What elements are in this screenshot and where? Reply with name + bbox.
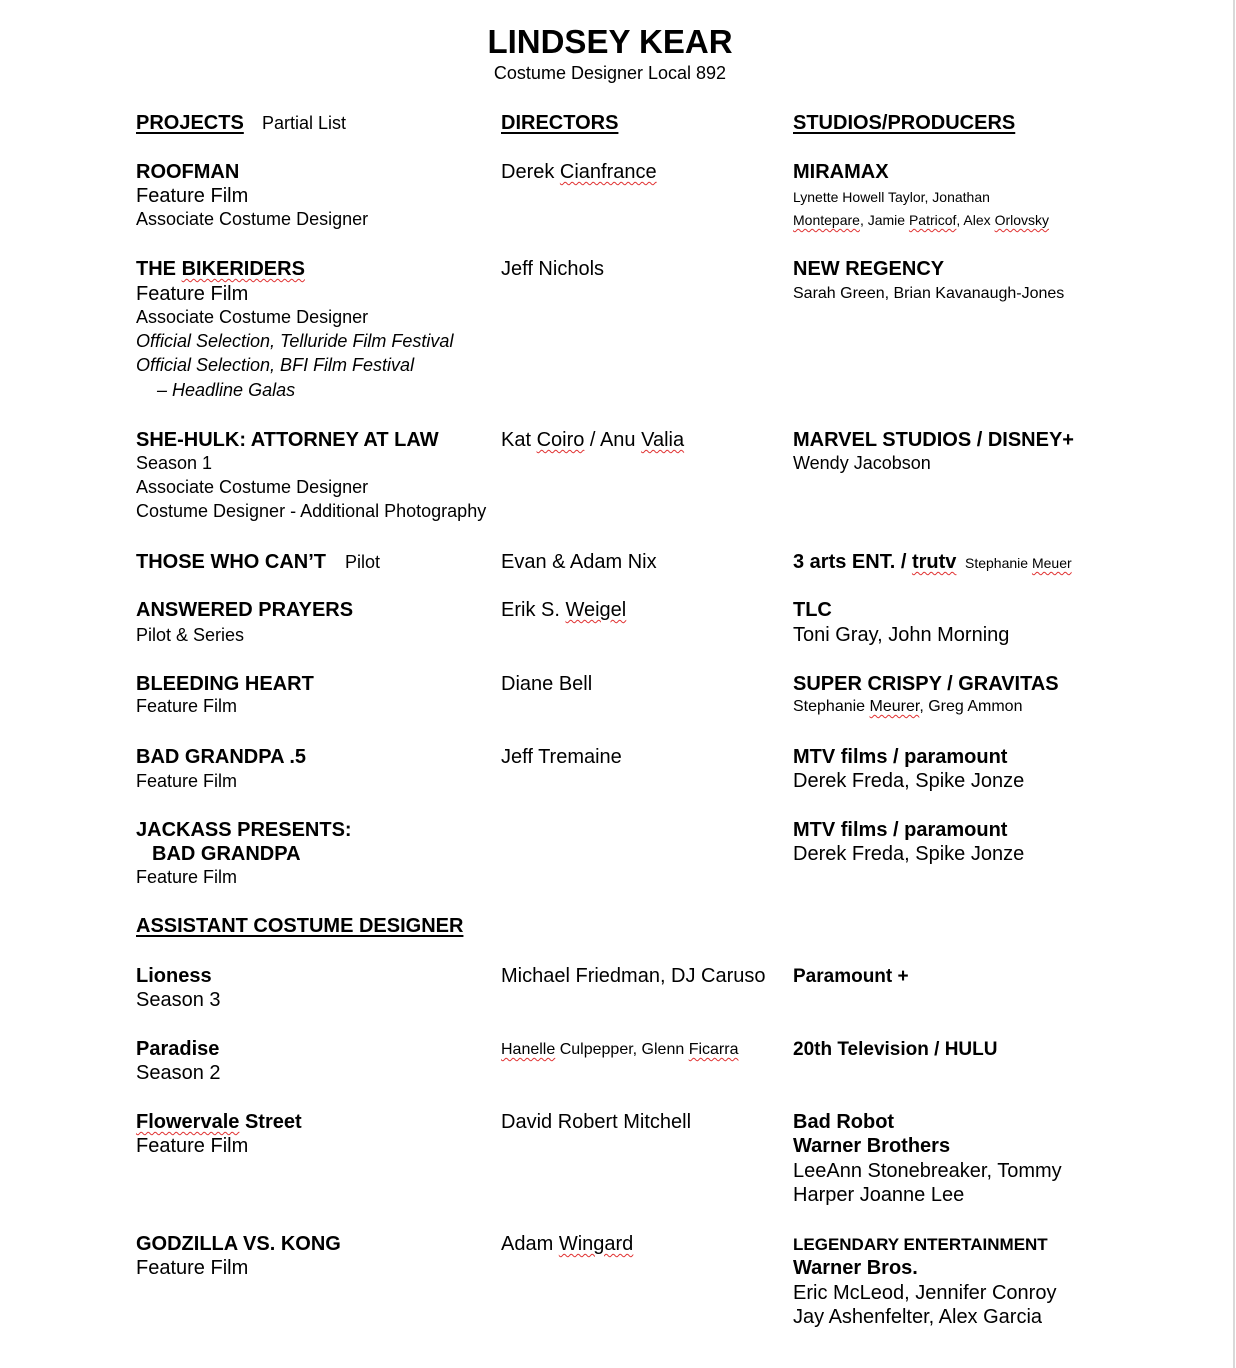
- project-title: THOSE WHO CAN’T: [136, 551, 326, 573]
- producers-line: Lynette Howell Taylor, Jonathan: [793, 189, 990, 205]
- studio-name: 3 arts ENT. / trutv: [793, 551, 957, 573]
- project-season: Season 2: [136, 1062, 221, 1084]
- project-role: Costume Designer - Additional Photography: [136, 501, 487, 521]
- project-type: Feature Film: [136, 283, 249, 305]
- studio-name: MTV films / paramount: [793, 746, 1008, 768]
- studio-name: Warner Brothers: [793, 1135, 951, 1157]
- studios-heading: STUDIOS/PRODUCERS: [793, 112, 1016, 134]
- project-title: Flowervale Street: [136, 1111, 302, 1133]
- assistant-section-heading: ASSISTANT COSTUME DESIGNER: [136, 915, 464, 937]
- producers-line: LeeAnn Stonebreaker, Tommy: [793, 1160, 1062, 1182]
- project-type: Feature Film: [136, 1257, 249, 1279]
- studio-name: 20th Television / HULU: [793, 1039, 998, 1060]
- producers-line: Toni Gray, John Morning: [793, 624, 1010, 646]
- project-title: SHE-HULK: ATTORNEY AT LAW: [136, 429, 439, 451]
- project-type: Feature Film: [136, 771, 238, 791]
- festival-selection: Official Selection, Telluride Film Festival: [136, 331, 454, 351]
- director-name: Diane Bell: [501, 673, 593, 695]
- project-role: Associate Costume Designer: [136, 477, 369, 497]
- producers-line: Eric McLeod, Jennifer Conroy: [793, 1282, 1057, 1304]
- director-name: David Robert Mitchell: [501, 1111, 692, 1133]
- director-name: Adam Wingard: [501, 1233, 634, 1255]
- producers-line: Jay Ashenfelter, Alex Garcia: [793, 1306, 1043, 1328]
- project-title: ROOFMAN: [136, 161, 240, 183]
- studio-name: TLC: [793, 599, 832, 621]
- project-role: Associate Costume Designer: [136, 209, 369, 229]
- director-name: Jeff Nichols: [501, 258, 605, 280]
- festival-selection: – Headline Galas: [157, 380, 296, 400]
- studio-name: MTV films / paramount: [793, 819, 1008, 841]
- resume-name: LINDSEY KEAR: [487, 23, 733, 60]
- resume-subtitle: Costume Designer Local 892: [493, 63, 727, 83]
- directors-heading: DIRECTORS: [501, 112, 619, 134]
- project-title-line2: BAD GRANDPA: [152, 843, 301, 865]
- project-type: Pilot: [345, 552, 381, 572]
- project-role: Associate Costume Designer: [136, 307, 369, 327]
- partial-list-note: Partial List: [262, 113, 347, 133]
- project-title: THE BIKERIDERS: [136, 258, 305, 280]
- director-name: Michael Friedman, DJ Caruso: [501, 965, 766, 987]
- studio-name: MARVEL STUDIOS / DISNEY+: [793, 429, 1074, 451]
- director-name: Jeff Tremaine: [501, 746, 622, 768]
- producers-line: Derek Freda, Spike Jonze: [793, 843, 1025, 865]
- producers-line: Sarah Green, Brian Kavanaugh-Jones: [793, 285, 1065, 302]
- studio-name: LEGENDARY ENTERTAINMENT: [793, 1235, 1048, 1254]
- producers-line: Stephanie Meurer, Greg Ammon: [793, 698, 1023, 715]
- project-title: Lioness: [136, 965, 212, 987]
- project-title: ANSWERED PRAYERS: [136, 599, 354, 621]
- project-title: BLEEDING HEART: [136, 673, 314, 695]
- studio-name: Paramount +: [793, 966, 909, 987]
- producers-line: Stephanie Meuer: [965, 555, 1072, 571]
- project-type: Pilot & Series: [136, 625, 245, 645]
- studio-name: SUPER CRISPY / GRAVITAS: [793, 673, 1059, 695]
- producers-line: Harper Joanne Lee: [793, 1184, 965, 1206]
- projects-heading: PROJECTS: [136, 112, 244, 134]
- project-type: Feature Film: [136, 696, 238, 716]
- project-type: Feature Film: [136, 185, 249, 207]
- project-season: Season 1: [136, 453, 213, 473]
- project-type: Feature Film: [136, 867, 238, 887]
- page-edge-divider: [1233, 0, 1235, 1368]
- producers-line: Wendy Jacobson: [793, 453, 931, 473]
- studio-name: MIRAMAX: [793, 161, 889, 183]
- studio-name: NEW REGENCY: [793, 258, 945, 280]
- project-season: Season 3: [136, 989, 221, 1011]
- director-name: Derek Cianfrance: [501, 161, 657, 183]
- project-title: Paradise: [136, 1038, 220, 1060]
- director-name: Erik S. Weigel: [501, 599, 627, 621]
- producers-line: Montepare, Jamie Patricof, Alex Orlovsky: [793, 212, 1050, 228]
- project-type: Feature Film: [136, 1135, 249, 1157]
- project-title: BAD GRANDPA .5: [136, 746, 307, 768]
- studio-name: Warner Bros.: [793, 1257, 918, 1279]
- festival-selection: Official Selection, BFI Film Festival: [136, 355, 415, 375]
- project-title: GODZILLA VS. KONG: [136, 1233, 341, 1255]
- director-name: Hanelle Culpepper, Glenn Ficarra: [501, 1041, 739, 1058]
- director-name: Evan & Adam Nix: [501, 551, 657, 573]
- project-title: JACKASS PRESENTS:: [136, 819, 352, 841]
- studio-name: Bad Robot: [793, 1111, 895, 1133]
- producers-line: Derek Freda, Spike Jonze: [793, 770, 1025, 792]
- director-name: Kat Coiro / Anu Valia: [501, 429, 685, 451]
